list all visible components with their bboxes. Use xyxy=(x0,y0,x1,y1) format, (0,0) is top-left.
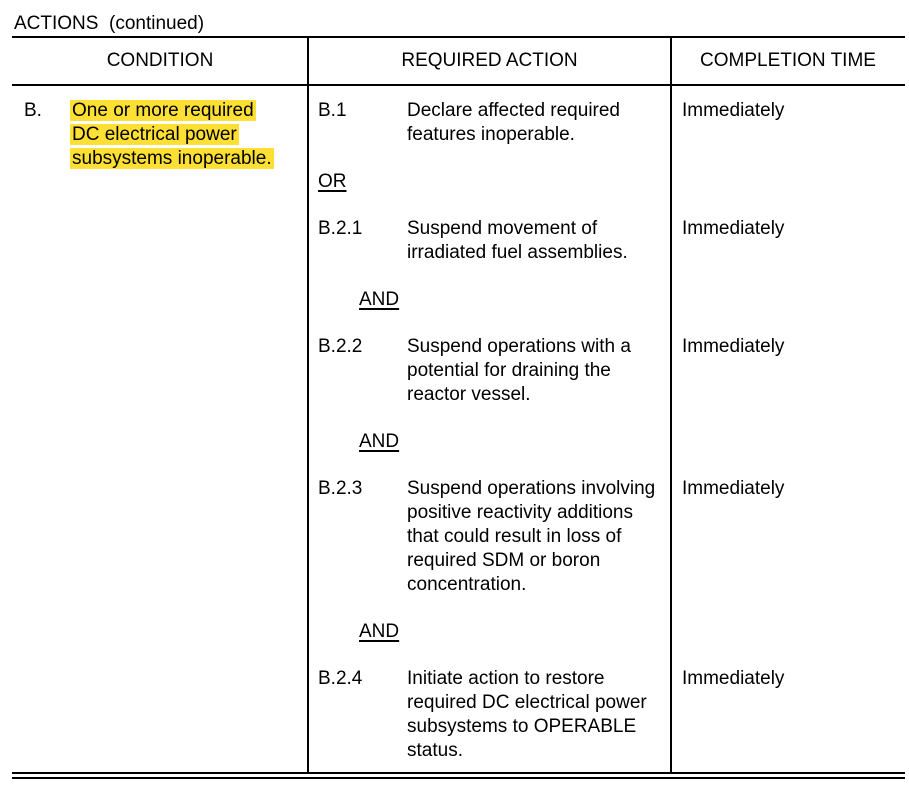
condition-letter: B. xyxy=(24,100,42,121)
action-id: B.2.1 xyxy=(318,218,363,239)
connector-or: OR xyxy=(318,171,347,192)
column-divider-1 xyxy=(307,36,309,773)
condition-line-3: subsystems inoperable. xyxy=(72,148,272,169)
completion-time: Immediately xyxy=(682,100,785,121)
action-text: Declare affected required features inoperable. xyxy=(407,100,620,145)
action-id: B.1 xyxy=(318,100,347,121)
section-title xyxy=(14,12,204,36)
action-id: B.2.2 xyxy=(318,336,363,357)
header-completion-time: COMPLETION TIME xyxy=(700,50,876,71)
condition-text xyxy=(72,99,274,171)
header-bottom-border xyxy=(12,84,905,86)
action-text: Suspend operations involving positive reactivity additions that could result in loss of required SDM or boron concentration. xyxy=(407,478,656,595)
header-required-action: REQUIRED ACTION xyxy=(401,50,578,71)
action-text: Initiate action to restore required DC electrical power subsystems to OPERABLE status. xyxy=(407,668,647,761)
action-text: Suspend operations with a potential for draining the reactor vessel. xyxy=(407,336,631,405)
completion-time: Immediately xyxy=(682,478,785,499)
action-id: B.2.4 xyxy=(318,668,363,689)
header-condition: CONDITION xyxy=(106,50,214,71)
connector-and: AND xyxy=(359,621,400,642)
completion-time: Immediately xyxy=(682,336,785,357)
section-title-text: ACTIONS xyxy=(14,13,99,34)
completion-time: Immediately xyxy=(682,218,785,239)
section-title-continued: (continued) xyxy=(109,13,205,34)
table-bottom-border-2 xyxy=(12,777,905,779)
completion-time: Immediately xyxy=(682,668,785,689)
column-divider-2 xyxy=(670,36,672,773)
connector-and: AND xyxy=(359,431,400,452)
action-id: B.2.3 xyxy=(318,478,363,499)
condition-line-2: DC electrical power xyxy=(72,124,237,145)
condition-line-1: One or more required xyxy=(72,100,254,121)
table-bottom-border-1 xyxy=(12,772,905,774)
action-text: Suspend movement of irradiated fuel assemblies. xyxy=(407,218,628,263)
connector-and: AND xyxy=(359,289,400,310)
table-top-border xyxy=(12,36,905,38)
